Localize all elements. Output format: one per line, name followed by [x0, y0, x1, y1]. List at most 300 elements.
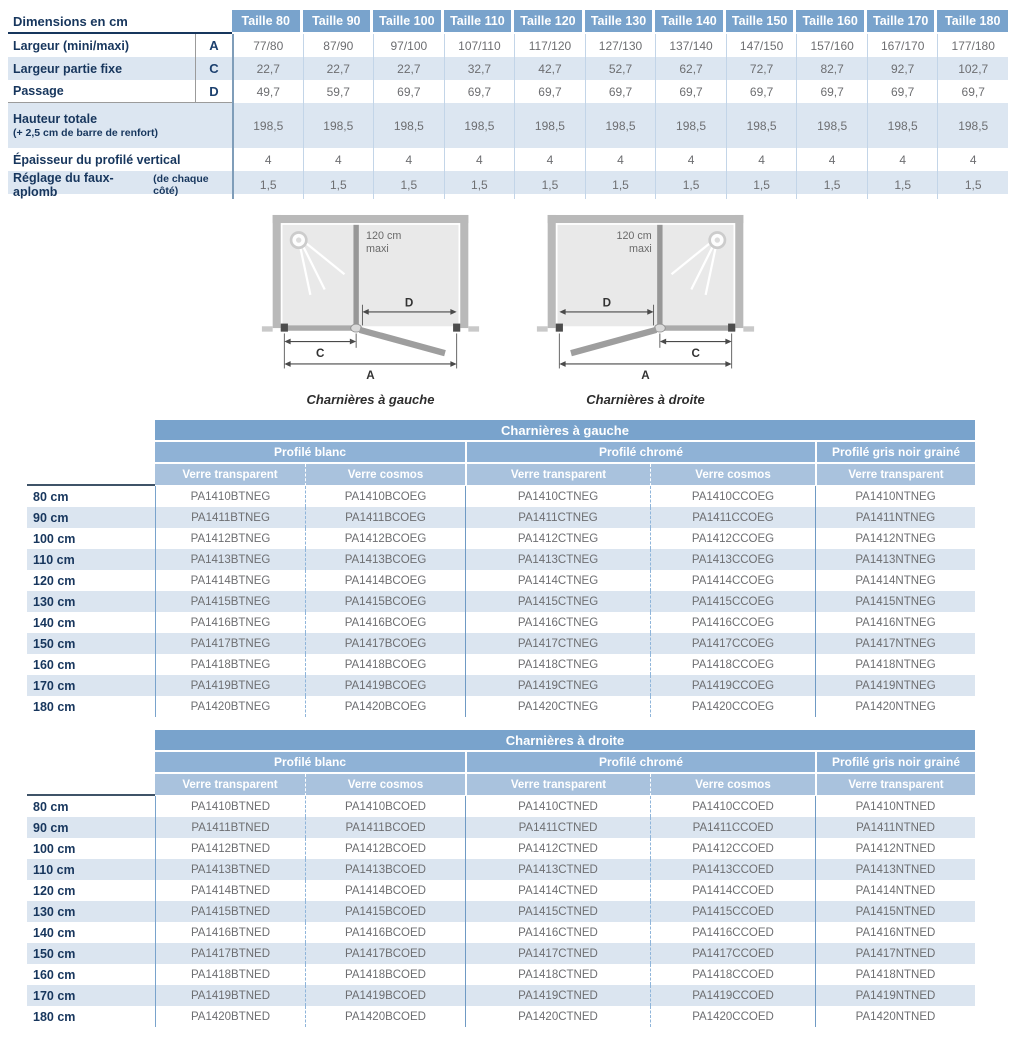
glass-type-header: Verre transparent: [155, 464, 305, 486]
dimension-row-label: Passage: [8, 80, 195, 103]
product-code-cell: PA1416BTNEG: [155, 612, 305, 633]
dimension-value-cell: 49,7: [232, 80, 303, 103]
product-code-cell: PA1418CCOED: [650, 964, 815, 985]
code-table-row: [27, 964, 975, 985]
dimension-value-cell: 4: [867, 148, 938, 171]
max-width-note-2: maxi: [366, 242, 389, 255]
glass-type-header: Verre transparent: [155, 774, 305, 796]
product-code-cell: PA1415BCOED: [305, 901, 465, 922]
dimension-value-cell: 4: [444, 148, 515, 171]
dimensions-table-body: [8, 34, 1008, 199]
dimension-value-cell: 52,7: [585, 57, 656, 80]
open-door: [571, 330, 656, 353]
arrowhead: [725, 339, 731, 345]
diagrams-section: [0, 206, 1016, 407]
dimension-value-cell: 198,5: [726, 103, 797, 148]
dimensions-row: [8, 148, 1008, 171]
dimension-value-cell: 69,7: [655, 80, 726, 103]
product-code-cell: PA1412BCOED: [305, 838, 465, 859]
size-column-header: Taille 170: [867, 10, 938, 34]
size-label: 100 cm: [33, 531, 76, 546]
size-label: 80 cm: [33, 799, 69, 814]
wall-top: [548, 215, 744, 223]
product-code-cell: PA1417NTNED: [815, 943, 975, 964]
code-table-row: [27, 612, 975, 633]
dimensions-row: [8, 34, 1008, 57]
dimensions-table: [8, 10, 1008, 199]
dimensions-row: [8, 103, 1008, 148]
code-table-row: [27, 838, 975, 859]
dimension-value-cell: 117/120: [514, 34, 585, 57]
dimension-value-cell: 87/90: [303, 34, 374, 57]
spacer-cell: [27, 464, 155, 486]
dimension-value-cell: 69,7: [373, 80, 444, 103]
product-code-cell: PA1410BTNED: [155, 796, 305, 817]
product-code-cell: PA1411BCOED: [305, 817, 465, 838]
dimension-value-cell: 22,7: [303, 57, 374, 80]
dimension-letter: D: [195, 80, 232, 103]
product-code-cell: PA1418NTNED: [815, 964, 975, 985]
dimension-value-cell: 1,5: [937, 171, 1008, 199]
profile-group-header: Profilé blanc: [155, 752, 465, 774]
size-label: 110 cm: [33, 862, 75, 877]
size-label: 90 cm: [33, 820, 69, 835]
size-label: 180 cm: [33, 699, 76, 714]
profile-group-header: Profilé gris noir grainé: [815, 752, 975, 774]
dimension-value-cell: 177/180: [937, 34, 1008, 57]
product-code-cell: PA1418NTNEG: [815, 654, 975, 675]
dimensions-table-header-row: [8, 10, 1008, 34]
spacer-cell: [27, 730, 155, 752]
dimension-value-cell: 42,7: [514, 57, 585, 80]
dimension-value-cell: 198,5: [514, 103, 585, 148]
product-code-cell: PA1415NTNED: [815, 901, 975, 922]
size-label: 100 cm: [33, 841, 76, 856]
product-code-cell: PA1418CCOEG: [650, 654, 815, 675]
code-table-row: [27, 570, 975, 591]
dimension-value-cell: 198,5: [585, 103, 656, 148]
code-table-row: [27, 985, 975, 1006]
product-code-cell: PA1416CCOEG: [650, 612, 815, 633]
product-code-cell: PA1418CTNEG: [465, 654, 650, 675]
size-column-header: Taille 180: [937, 10, 1008, 34]
code-table-row: [27, 696, 975, 717]
dim-label-d: D: [602, 296, 612, 310]
product-code-cell: PA1417CCOED: [650, 943, 815, 964]
arrowhead: [284, 361, 290, 367]
dimension-value-cell: 1,5: [796, 171, 867, 199]
product-code-cell: PA1413BTNEG: [155, 549, 305, 570]
wall-anchor-left: [556, 324, 563, 332]
product-code-cell: PA1414CTNED: [465, 880, 650, 901]
product-code-cell: PA1419CTNED: [465, 985, 650, 1006]
product-code-cell: PA1413NTNEG: [815, 549, 975, 570]
dimension-value-cell: 4: [796, 148, 867, 171]
product-code-cell: PA1416NTNEG: [815, 612, 975, 633]
size-label: 160 cm: [33, 657, 76, 672]
arrowhead: [350, 339, 356, 345]
dimension-value-cell: 1,5: [444, 171, 515, 199]
product-code-cell: PA1410NTNED: [815, 796, 975, 817]
dimension-value-cell: 157/160: [796, 34, 867, 57]
product-code-cell: PA1420BTNEG: [155, 696, 305, 717]
size-column-header: Taille 160: [796, 10, 867, 34]
product-code-cell: PA1411BTNEG: [155, 507, 305, 528]
product-code-cell: PA1412BCOEG: [305, 528, 465, 549]
dimension-value-cell: 59,7: [303, 80, 374, 103]
product-code-cell: PA1414BTNED: [155, 880, 305, 901]
product-code-cell: PA1418BCOED: [305, 964, 465, 985]
size-column-header: Taille 150: [726, 10, 797, 34]
product-code-cell: PA1416BCOEG: [305, 612, 465, 633]
dimension-value-cell: 4: [303, 148, 374, 171]
product-code-cell: PA1417BTNEG: [155, 633, 305, 654]
product-code-cell: PA1420BCOED: [305, 1006, 465, 1027]
shower-head-center: [296, 237, 301, 242]
dimension-value-cell: 69,7: [726, 80, 797, 103]
size-label: 140 cm: [33, 615, 76, 630]
product-code-cell: PA1410CTNED: [465, 796, 650, 817]
size-label: 140 cm: [33, 925, 76, 940]
product-code-cell: PA1411CTNED: [465, 817, 650, 838]
dimension-value-cell: 62,7: [655, 57, 726, 80]
profile-group-row: [27, 442, 975, 464]
dimensions-table-title: Dimensions en cm: [8, 10, 232, 34]
product-code-cell: PA1412NTNEG: [815, 528, 975, 549]
product-code-cell: PA1418BCOEG: [305, 654, 465, 675]
product-code-cell: PA1416CTNEG: [465, 612, 650, 633]
product-code-cell: PA1412CCOED: [650, 838, 815, 859]
product-code-cell: PA1415BCOEG: [305, 591, 465, 612]
dimension-value-cell: 102,7: [937, 57, 1008, 80]
dimension-value-cell: 69,7: [514, 80, 585, 103]
size-label: 130 cm: [33, 594, 76, 609]
glass-type-header: Verre transparent: [815, 774, 975, 796]
max-width-note: 120 cm: [616, 230, 652, 243]
code-table-row: [27, 486, 975, 507]
max-width-note: 120 cm: [366, 230, 402, 243]
dim-label-a: A: [366, 369, 375, 383]
product-code-cell: PA1417BCOED: [305, 943, 465, 964]
size-column-header: Taille 120: [514, 10, 585, 34]
size-column-header: Taille 130: [585, 10, 656, 34]
dimension-letter: C: [195, 57, 232, 80]
profile-group-row: [27, 752, 975, 774]
code-table-hinges-left: [27, 420, 975, 717]
size-column-header: Taille 100: [373, 10, 444, 34]
product-code-cell: PA1410BCOEG: [305, 486, 465, 507]
floor-stub-right: [743, 326, 754, 331]
product-code-cell: PA1419NTNED: [815, 985, 975, 1006]
dimension-value-cell: 1,5: [373, 171, 444, 199]
size-label: 170 cm: [33, 988, 76, 1003]
product-code-cell: PA1420NTNED: [815, 1006, 975, 1027]
product-code-cell: PA1417BCOEG: [305, 633, 465, 654]
product-code-cell: PA1411CTNEG: [465, 507, 650, 528]
code-table-row: [27, 796, 975, 817]
code-table-hinges-right: [27, 730, 975, 1027]
product-code-cell: PA1415CCOEG: [650, 591, 815, 612]
wall-anchor-left: [281, 324, 288, 332]
dimension-row-label: Réglage du faux-aplomb (de chaque côté): [13, 171, 209, 199]
profile-group-header: Profilé gris noir grainé: [815, 442, 975, 464]
product-code-cell: PA1411NTNEG: [815, 507, 975, 528]
dimension-value-cell: 1,5: [514, 171, 585, 199]
fixed-panel: [656, 325, 735, 330]
product-code-cell: PA1410CCOED: [650, 796, 815, 817]
product-code-cell: PA1413CTNED: [465, 859, 650, 880]
floor-stub-left: [537, 326, 548, 331]
profile-group-header: Profilé chromé: [465, 442, 815, 464]
product-code-cell: PA1414CCOEG: [650, 570, 815, 591]
dim-label-a: A: [641, 369, 650, 383]
dimension-value-cell: 198,5: [232, 103, 303, 148]
spacer-cell: [27, 420, 155, 442]
dimension-value-cell: 77/80: [232, 34, 303, 57]
dimension-value-cell: 198,5: [444, 103, 515, 148]
glass-type-header: Verre cosmos: [650, 774, 815, 796]
dimension-value-cell: 4: [937, 148, 1008, 171]
floor-stub-right: [468, 326, 479, 331]
product-code-cell: PA1411BTNED: [155, 817, 305, 838]
size-label: 170 cm: [33, 678, 76, 693]
glass-type-header: Verre transparent: [815, 464, 975, 486]
dimensions-row: [8, 80, 1008, 103]
product-code-cell: PA1414CCOED: [650, 880, 815, 901]
code-table-row: [27, 859, 975, 880]
product-code-cell: PA1415CTNEG: [465, 591, 650, 612]
code-table-row: [27, 922, 975, 943]
dimensions-row: [8, 57, 1008, 80]
glass-type-row: [27, 774, 975, 796]
shower-plan-left-drawing: [258, 206, 483, 390]
floor-stub-left: [262, 326, 273, 331]
product-code-cell: PA1412BTNED: [155, 838, 305, 859]
product-code-cell: PA1410BTNEG: [155, 486, 305, 507]
wall-left: [548, 215, 556, 328]
size-column-header: Taille 80: [232, 10, 303, 34]
glass-type-header: Verre cosmos: [305, 774, 465, 796]
product-code-cell: PA1419CTNEG: [465, 675, 650, 696]
product-code-cell: PA1415BTNED: [155, 901, 305, 922]
dimension-value-cell: 69,7: [937, 80, 1008, 103]
dimension-row-label: Hauteur totale (+ 2,5 cm de barre de renfort): [13, 111, 159, 139]
size-label: 90 cm: [33, 510, 69, 525]
dimension-value-cell: 198,5: [796, 103, 867, 148]
dimension-value-cell: 4: [655, 148, 726, 171]
product-code-cell: PA1413BTNED: [155, 859, 305, 880]
code-table-row: [27, 507, 975, 528]
code-table-row: [27, 675, 975, 696]
product-code-cell: PA1416BCOED: [305, 922, 465, 943]
wall-top: [273, 215, 469, 223]
arrowhead: [725, 361, 731, 367]
profile-group-header: Profilé chromé: [465, 752, 815, 774]
arrowhead: [284, 339, 290, 345]
product-code-cell: PA1417CTNED: [465, 943, 650, 964]
product-code-cell: PA1416NTNED: [815, 922, 975, 943]
code-table-row: [27, 901, 975, 922]
product-code-cell: PA1412CTNED: [465, 838, 650, 859]
glass-type-header: Verre transparent: [465, 464, 650, 486]
size-label: 150 cm: [33, 636, 76, 651]
product-code-cell: PA1416BTNED: [155, 922, 305, 943]
dimension-value-cell: 127/130: [585, 34, 656, 57]
product-code-cell: PA1414NTNED: [815, 880, 975, 901]
product-code-cell: PA1411CCOED: [650, 817, 815, 838]
diagram-hinges-right: [533, 206, 758, 407]
dimension-value-cell: 4: [232, 148, 303, 171]
shower-head-center: [715, 237, 720, 242]
product-code-cell: PA1415CCOED: [650, 901, 815, 922]
product-code-cell: PA1413CCOEG: [650, 549, 815, 570]
product-code-cell: PA1419BCOEG: [305, 675, 465, 696]
dimension-value-cell: 22,7: [373, 57, 444, 80]
product-code-cell: PA1417CTNEG: [465, 633, 650, 654]
dimension-value-cell: 167/170: [867, 34, 938, 57]
code-table-row: [27, 943, 975, 964]
dimension-value-cell: 32,7: [444, 57, 515, 80]
dimension-value-cell: 147/150: [726, 34, 797, 57]
code-table-row: [27, 549, 975, 570]
product-code-cell: PA1415NTNEG: [815, 591, 975, 612]
dimension-value-cell: 82,7: [796, 57, 867, 80]
size-label: 180 cm: [33, 1009, 76, 1024]
dimension-value-cell: 1,5: [867, 171, 938, 199]
wall-left: [273, 215, 281, 328]
product-code-cell: PA1419CCOED: [650, 985, 815, 1006]
dimension-value-cell: 1,5: [303, 171, 374, 199]
size-label: 150 cm: [33, 946, 76, 961]
dimension-value-cell: 198,5: [373, 103, 444, 148]
product-code-cell: PA1418BTNED: [155, 964, 305, 985]
product-code-cell: PA1416CTNED: [465, 922, 650, 943]
product-code-cell: PA1415BTNEG: [155, 591, 305, 612]
product-code-cell: PA1419CCOEG: [650, 675, 815, 696]
product-code-cell: PA1420CTNEG: [465, 696, 650, 717]
dimension-value-cell: 69,7: [585, 80, 656, 103]
product-code-cell: PA1414NTNEG: [815, 570, 975, 591]
vertical-profile-bar: [657, 225, 662, 328]
code-table-row: [27, 528, 975, 549]
product-code-cell: PA1413BCOED: [305, 859, 465, 880]
size-label: 120 cm: [33, 573, 76, 588]
wall-right: [735, 215, 743, 328]
dimension-value-cell: 92,7: [867, 57, 938, 80]
product-code-cell: PA1410NTNEG: [815, 486, 975, 507]
product-code-cell: PA1414BTNEG: [155, 570, 305, 591]
product-code-cell: PA1419NTNEG: [815, 675, 975, 696]
size-column-header: Taille 110: [444, 10, 515, 34]
glass-type-row: [27, 464, 975, 486]
vertical-profile-bar: [353, 225, 358, 328]
dimension-value-cell: 69,7: [796, 80, 867, 103]
product-code-cell: PA1413BCOEG: [305, 549, 465, 570]
product-code-cell: PA1412CTNEG: [465, 528, 650, 549]
dimensions-row: [8, 171, 1008, 199]
code-table-title: Charnières à gauche: [155, 420, 975, 442]
product-code-cell: PA1413CCOED: [650, 859, 815, 880]
dimension-row-label: Largeur (mini/maxi): [13, 38, 129, 53]
product-code-cell: PA1414BCOED: [305, 880, 465, 901]
dimension-value-cell: 69,7: [444, 80, 515, 103]
glass-type-header: Verre cosmos: [650, 464, 815, 486]
code-table-title-row: [27, 420, 975, 442]
code-table-row: [27, 654, 975, 675]
dimension-value-cell: 4: [514, 148, 585, 171]
product-code-cell: PA1420CCOED: [650, 1006, 815, 1027]
arrowhead: [559, 361, 565, 367]
product-code-cell: PA1416CCOED: [650, 922, 815, 943]
dimension-value-cell: 4: [373, 148, 444, 171]
product-code-cell: PA1414BCOEG: [305, 570, 465, 591]
code-table-row: [27, 1006, 975, 1027]
product-code-cell: PA1413CTNEG: [465, 549, 650, 570]
code-table-row: [27, 880, 975, 901]
arrowhead: [660, 339, 666, 345]
spacer-cell: [27, 774, 155, 796]
spacer-cell: [27, 752, 155, 774]
code-table-row: [27, 633, 975, 654]
size-label: 110 cm: [33, 552, 75, 567]
product-code-cell: PA1411NTNED: [815, 817, 975, 838]
dimension-value-cell: 1,5: [726, 171, 797, 199]
product-code-cell: PA1420NTNEG: [815, 696, 975, 717]
product-code-cell: PA1411BCOEG: [305, 507, 465, 528]
product-code-cell: PA1418BTNEG: [155, 654, 305, 675]
product-code-cell: PA1419BCOED: [305, 985, 465, 1006]
product-code-cell: PA1412NTNED: [815, 838, 975, 859]
dimension-letter: A: [195, 34, 232, 57]
product-code-cell: PA1410BCOED: [305, 796, 465, 817]
product-code-cell: PA1412BTNEG: [155, 528, 305, 549]
code-table-title-row: [27, 730, 975, 752]
wall-right: [460, 215, 468, 328]
product-code-cell: PA1413NTNED: [815, 859, 975, 880]
fixed-panel: [281, 325, 360, 330]
arrowhead: [450, 361, 456, 367]
dimension-value-cell: 22,7: [232, 57, 303, 80]
dim-label-d: D: [404, 296, 414, 310]
dimension-row-label: Épaisseur du profilé vertical: [13, 152, 181, 167]
product-code-cell: PA1419BTNEG: [155, 675, 305, 696]
dimension-value-cell: 72,7: [726, 57, 797, 80]
size-column-header: Taille 140: [655, 10, 726, 34]
product-code-cell: PA1418CTNED: [465, 964, 650, 985]
product-code-cell: PA1419BTNED: [155, 985, 305, 1006]
diagram-caption-left: Charnières à gauche: [306, 392, 435, 407]
profile-group-header: Profilé blanc: [155, 442, 465, 464]
spacer-cell: [27, 442, 155, 464]
open-door: [360, 330, 445, 353]
dimension-value-cell: 107/110: [444, 34, 515, 57]
product-code-cell: PA1411CCOEG: [650, 507, 815, 528]
dim-label-c: C: [691, 346, 700, 360]
size-label: 130 cm: [33, 904, 76, 919]
product-code-cell: PA1417BTNED: [155, 943, 305, 964]
size-label: 160 cm: [33, 967, 76, 982]
glass-type-header: Verre cosmos: [305, 464, 465, 486]
product-code-cell: PA1420CTNED: [465, 1006, 650, 1027]
product-code-cell: PA1410CCOEG: [650, 486, 815, 507]
dimension-value-cell: 97/100: [373, 34, 444, 57]
diagram-caption-right: Charnières à droite: [586, 392, 705, 407]
size-label: 120 cm: [33, 883, 76, 898]
dimension-value-cell: 198,5: [655, 103, 726, 148]
dimension-value-cell: 69,7: [867, 80, 938, 103]
product-code-cell: PA1410CTNEG: [465, 486, 650, 507]
code-table-row: [27, 591, 975, 612]
